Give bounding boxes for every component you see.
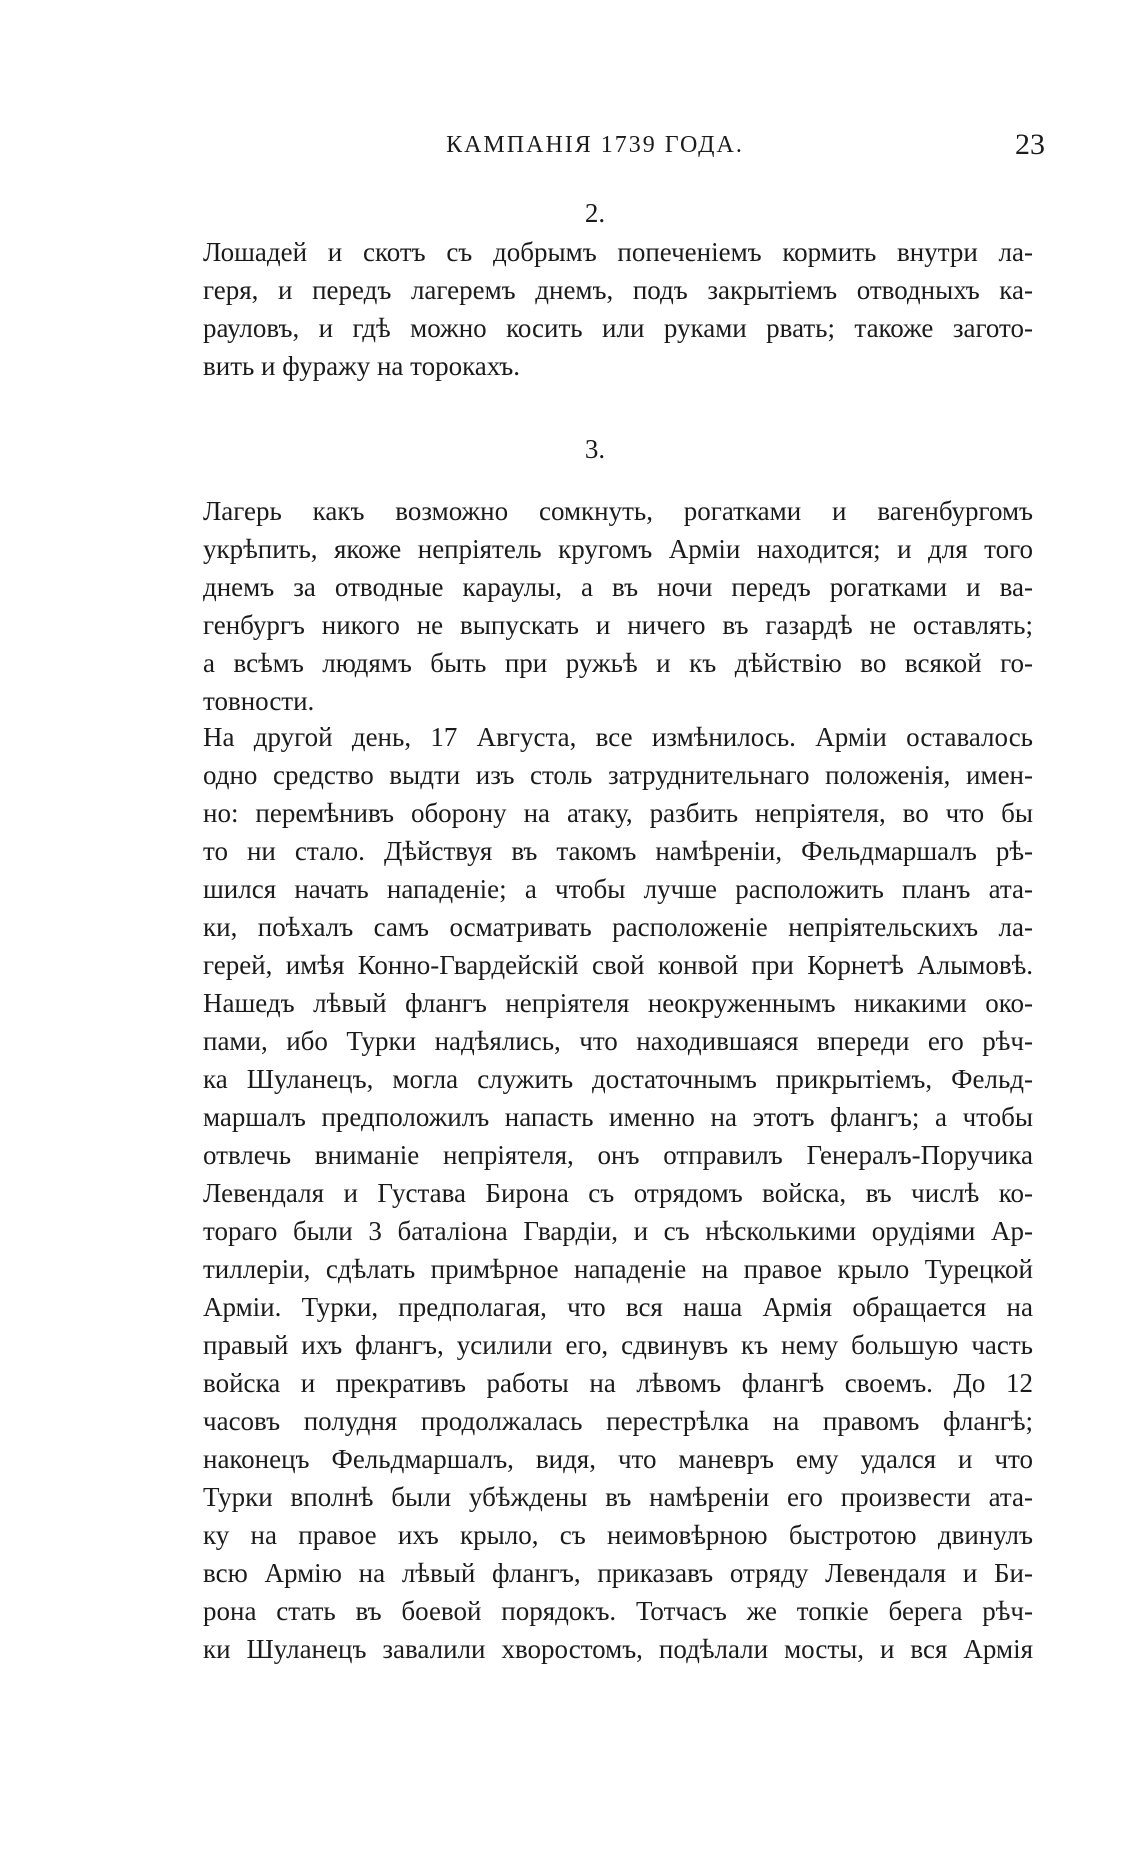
text-line: вить и фуражу на торокахъ.	[203, 351, 520, 381]
text-line: товности.	[203, 686, 315, 716]
section-2-text	[203, 233, 1033, 385]
text-line: маршалъ предположилъ напасть именно на этотъ флангъ; а чтобы	[203, 1102, 1033, 1132]
text-line: Нашедъ лѣвый флангъ непріятеля неокруженнымъ никакими око-	[203, 988, 1033, 1018]
text-line: геря, и передъ лагеремъ днемъ, подъ закрытіемъ отводныхъ ка-	[203, 275, 1033, 305]
text-line: наконецъ Фельдмаршалъ, видя, что маневръ ему удался и что	[203, 1444, 1033, 1474]
text-line: рона стать въ боевой порядокъ. Тотчасъ же топкіе берега рѣч-	[203, 1596, 1033, 1626]
text-line: но: перемѣнивъ оборону на атаку, разбить непріятеля, во что бы	[203, 798, 1033, 828]
text-line: Левендаля и Густава Бирона съ отрядомъ войска, въ числѣ ко-	[203, 1178, 1033, 1208]
text-line: укрѣпить, якоже непріятель кругомъ Арміи находится; и для того	[203, 534, 1033, 564]
text-line: а всѣмъ людямъ быть при ружьѣ и къ дѣйствію во всякой го-	[203, 648, 1033, 678]
text-line: тиллеріи, сдѣлать примѣрное нападеніе на правое крыло Турецкой	[203, 1254, 1033, 1284]
text-line: ка Шуланецъ, могла служить достаточнымъ прикрытіемъ, Фельд-	[203, 1064, 1033, 1094]
section-3-text	[203, 492, 1033, 720]
text-line: рауловъ, и гдѣ можно косить или руками рвать; такоже загото-	[203, 313, 1033, 343]
section-number-2: 2.	[584, 198, 606, 228]
text-line: герей, имѣя Конно-Гвардейскій свой конвой при Корнетѣ Алымовѣ.	[203, 950, 1033, 980]
text-line: Лошадей и скотъ съ добрымъ попеченіемъ кормить внутри ла-	[203, 237, 1033, 267]
text-line: то ни стало. Дѣйствуя въ такомъ намѣреніи, Фельдмаршалъ рѣ-	[203, 836, 1033, 866]
text-line: шился начать нападеніе; а чтобы лучше расположить планъ ата-	[203, 874, 1033, 904]
text-line: войска и прекративъ работы на лѣвомъ флангѣ своемъ. До 12	[203, 1368, 1033, 1398]
text-line: днемъ за отводные караулы, а въ ночи передъ рогатками и ва-	[203, 572, 1033, 602]
text-line: На другой день, 17 Августа, все измѣнилось. Арміи оставалось	[203, 722, 1033, 752]
running-header	[200, 128, 1045, 168]
text-line: тораго были 3 баталіона Гвардіи, и съ нѣсколькими орудіями Ар-	[203, 1216, 1033, 1246]
text-line: Турки вполнѣ были убѣждены въ намѣреніи его произвести ата-	[203, 1482, 1033, 1512]
header-title: КАМПАНІЯ 1739 ГОДА.	[446, 132, 744, 158]
text-line: отвлечь вниманіе непріятеля, онъ отправилъ Генералъ-Поручика	[203, 1140, 1033, 1170]
text-line: Арміи. Турки, предполагая, что вся наша Армія обращается на	[203, 1292, 1033, 1322]
text-line: Лагерь какъ возможно сомкнуть, рогатками и вагенбургомъ	[203, 496, 1033, 526]
text-line: правый ихъ флангъ, усилили его, сдвинувъ къ нему большую часть	[203, 1330, 1033, 1360]
text-line: ки Шуланецъ завалили хворостомъ, подѣлали мосты, и вся Армія	[203, 1634, 1033, 1664]
text-line: генбургъ никого не выпускать и ничего въ газардѣ не оставлять;	[203, 610, 1033, 640]
text-line: одно средство выдти изъ столь затруднительнаго положенія, имен-	[203, 760, 1033, 790]
main-paragraph	[203, 718, 1033, 1668]
text-line: ку на правое ихъ крыло, съ неимовѣрною быстротою двинулъ	[203, 1520, 1033, 1550]
text-line: часовъ полудня продолжалась перестрѣлка на правомъ флангѣ;	[203, 1406, 1033, 1436]
text-line: всю Армію на лѣвый флангъ, приказавъ отряду Левендаля и Би-	[203, 1558, 1033, 1588]
text-line: пами, ибо Турки надѣялись, что находившаяся впереди его рѣч-	[203, 1026, 1033, 1056]
section-number-3: 3.	[584, 434, 606, 464]
text-line: ки, поѣхалъ самъ осматривать расположеніе непріятельскихъ ла-	[203, 912, 1033, 942]
page-number: 23	[1015, 128, 1045, 161]
